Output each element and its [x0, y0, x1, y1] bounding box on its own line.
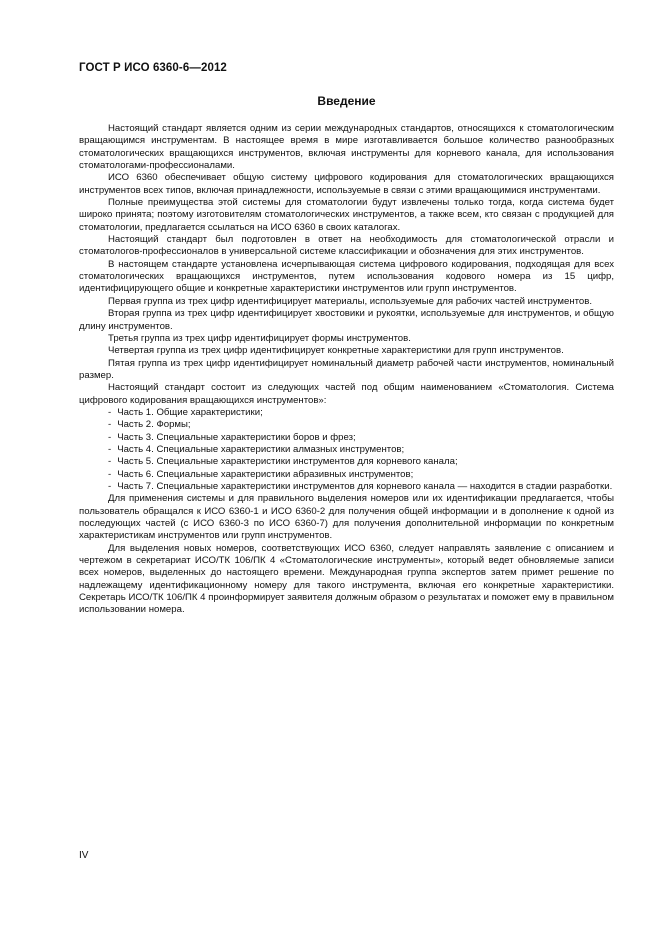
- paragraph: Настоящий стандарт является одним из серии международных стандартов, относящихся к стоматологическим вращающимся инструментам. В настоящее время в мире изготавливается большое количество разнообразных стоматологических вращающихся инструментов, включая инструменты для корневого канала, для использования стоматологами-профессионалами.: [79, 123, 614, 172]
- list-item-text: Часть 6. Специальные характеристики абразивных инструментов;: [117, 468, 414, 480]
- list-dash: -: [108, 468, 112, 480]
- paragraph: Вторая группа из трех цифр идентифицирует хвостовики и рукоятки, используемые для инструментов, и общую длину инструментов.: [79, 308, 614, 332]
- list-item: [79, 469, 614, 481]
- paragraph: Настоящий стандарт был подготовлен в ответ на необходимость для стоматологической отрасли и стоматологов-профессионалов в универсальной системе классификации и обозначения для этих инструментов.: [79, 234, 614, 258]
- list-item: [79, 444, 614, 456]
- list-dash: -: [108, 443, 112, 455]
- paragraph: В настоящем стандарте установлена исчерпывающая система цифрового кодирования, подходящая для всех стоматологических вращающихся инструментов, путем использования кодового номера из 15 цифр, идентифицирующего общие и конкретные характеристики инструментов или групп инструментов.: [79, 258, 614, 295]
- list-dash: -: [108, 431, 112, 443]
- paragraph: ИСО 6360 обеспечивает общую систему цифрового кодирования для стоматологических вращающихся инструментов всех типов, включая принадлежности, используемые в связи с этими вращающимися инструментами.: [79, 172, 614, 196]
- paragraph: Пятая группа из трех цифр идентифицирует номинальный диаметр рабочей части инструментов, номинальный размер.: [79, 357, 614, 381]
- document-body: [79, 123, 614, 617]
- list-item-text: Часть 1. Общие характеристики;: [117, 406, 263, 418]
- page-number: IV: [79, 850, 89, 861]
- list-dash: -: [108, 406, 112, 418]
- list-item-text: Часть 2. Формы;: [117, 419, 191, 431]
- section-title: Введение: [317, 94, 376, 108]
- list-item: [79, 419, 614, 431]
- list-item: [79, 432, 614, 444]
- paragraph: Первая группа из трех цифр идентифицирует материалы, используемые для рабочих частей инструментов.: [108, 295, 592, 307]
- paragraph: Третья группа из трех цифр идентифицирует формы инструментов.: [108, 332, 411, 344]
- paragraph: Для выделения новых номеров, соответствующих ИСО 6360, следует направлять заявление с описанием и чертежом в секретариат ИСО/ТК 106/ПК 4 «Стоматологические инструменты», который ведет обновляемые записи всех номеров, выделенных до настоящего времени. Международная группа экспертов затем примет решение по надлежащему идентификационному номеру для такого инструмента, включая его конкретные характеристики. Секретарь ИСО/ТК 106/ПК 4 проинформирует заявителя должным образом о результатах и поможет ему в правильном использовании номера.: [79, 542, 614, 616]
- document-header: ГОСТ Р ИСО 6360-6—2012: [79, 62, 227, 74]
- list-dash: -: [108, 456, 112, 468]
- paragraph: Для применения системы и для правильного выделения номеров или их идентификации предлагается, чтобы пользователь обращался к ИСО 6360-1 и ИСО 6360-2 для получения общей информации и в дополнение к одной из последующих частей (с ИСО 6360-3 по ИСО 6360-7) для получения дополнительной информации по конкретным характеристикам инструментов или групп инструментов.: [79, 493, 614, 542]
- list-item: [79, 456, 614, 468]
- list-item: [79, 407, 614, 419]
- list-item-text: Часть 3. Специальные характеристики боров и фрез;: [117, 431, 356, 443]
- paragraph: Настоящий стандарт состоит из следующих частей под общим наименованием «Стоматология. Система цифрового кодирования вращающихся инструментов»:: [79, 382, 614, 406]
- paragraph: Четвертая группа из трех цифр идентифицирует конкретные характеристики для групп инструментов.: [108, 345, 564, 357]
- list-item-text: Часть 5. Специальные характеристики инструментов для корневого канала;: [117, 456, 458, 468]
- list-dash: -: [108, 480, 112, 492]
- list-item: [79, 481, 614, 493]
- list-item-text: Часть 4. Специальные характеристики алмазных инструментов;: [117, 443, 405, 455]
- list-item-text: Часть 7. Специальные характеристики инструментов для корневого канала — находится в стадии разработки.: [117, 480, 613, 492]
- paragraph: Полные преимущества этой системы для стоматологии будут извлечены только тогда, когда система будет широко принята; поэтому изготовителям стоматологических инструментов, а также всем, кто связан с продукцией для стоматологии, предлагается ссылаться на ИСО 6360 в своих каталогах.: [79, 197, 614, 233]
- list-dash: -: [108, 419, 112, 431]
- parts-list: [79, 407, 614, 493]
